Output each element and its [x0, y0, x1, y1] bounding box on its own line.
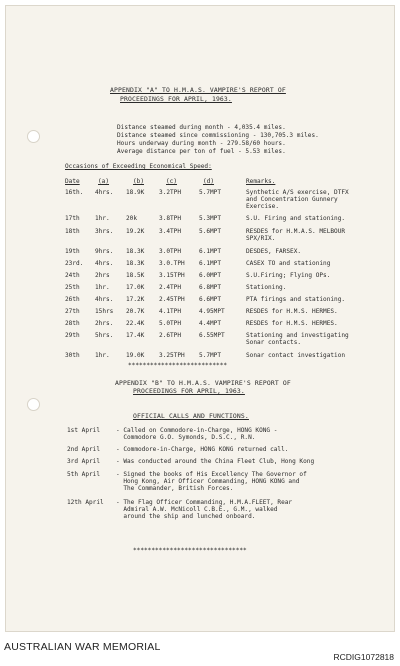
row-c: 3.8TPH [159, 215, 182, 222]
row-c: 2.6TPH [159, 332, 182, 339]
asterisk-divider: ******************************* [133, 547, 247, 554]
row-d: 4.4MPT [199, 320, 222, 327]
row-remark: Sonar contacts. [246, 339, 302, 346]
row-d: 6.55MPT [199, 332, 225, 339]
row-date: 29th [65, 332, 80, 339]
row-date: 28th [65, 320, 80, 327]
row-remark: Sonar contact investigation [246, 352, 346, 359]
row-d: 6.1MPT [199, 248, 222, 255]
row-d: 5.6MPT [199, 228, 222, 235]
entry-line: - Signed the books of His Excellency The Governor of [116, 471, 307, 478]
row-date: 17th [65, 215, 80, 222]
row-c: 3.15TPH [159, 272, 185, 279]
row-date: 26th [65, 296, 80, 303]
row-d: 5.7MPT [199, 352, 222, 359]
entry-date: 3rd April [67, 458, 101, 465]
row-d: 5.3MPT [199, 215, 222, 222]
row-remark: DESDES, FARSEX. [246, 248, 302, 255]
row-b: 18.5K [126, 272, 145, 279]
row-remark: Synthetic A/S exercise, DTFX [246, 189, 349, 196]
row-a: 4hrs. [95, 296, 114, 303]
punch-hole [27, 130, 40, 143]
row-d: 5.7MPT [199, 189, 222, 196]
stat-line: Distance steamed during month - 4,035.4 miles. [117, 124, 286, 131]
row-date: 16th. [65, 189, 84, 196]
col-header-b: (b) [133, 178, 145, 185]
row-c: 2.4TPH [159, 284, 182, 291]
appendix-b-title-line-2: PROCEEDINGS FOR APRIL, 1963. [133, 387, 245, 395]
col-header-date: Date [65, 178, 80, 185]
col-header-remarks: Remarks. [246, 178, 276, 185]
appendix-a-title-line-2: PROCEEDINGS FOR APRIL, 1963. [120, 95, 232, 103]
row-date: 23rd. [65, 260, 84, 267]
entry-line: Commodore G.O. Symonds, D.S.C., R.N. [116, 434, 256, 441]
row-date: 24th [65, 272, 80, 279]
row-remark: Stationing. [246, 284, 287, 291]
calls-heading: OFFICIAL CALLS AND FUNCTIONS. [133, 412, 249, 420]
row-a: 3hrs. [95, 228, 114, 235]
entry-line: - Commodore-in-Charge, HONG KONG returned call. [116, 446, 289, 453]
entry-date: 1st April [67, 427, 101, 434]
row-date: 30th [65, 352, 80, 359]
appendix-a-title-line-1: APPENDIX "A" TO H.M.A.S. VAMPIRE'S REPORT OF [110, 86, 286, 94]
row-c: 5.0TPH [159, 320, 182, 327]
entry-line: - Was conducted around the China Fleet Club, Hong Kong [116, 458, 315, 465]
entry-date: 12th April [67, 499, 104, 506]
row-b: 18.3K [126, 260, 145, 267]
row-b: 20.7K [126, 308, 145, 315]
row-a: 2hrs. [95, 320, 114, 327]
entry-line: around the ship and lunched onboard. [116, 513, 256, 520]
appendix-b-title-line-1: APPENDIX "B" TO H.M.A.S. VAMPIRE'S REPORT OF [115, 379, 291, 387]
reference-code: RCDIG1072818 [333, 652, 394, 662]
row-c: 2.45TPH [159, 296, 185, 303]
row-a: 1hr. [95, 215, 110, 222]
row-a: 2hrs [95, 272, 110, 279]
row-date: 27th [65, 308, 80, 315]
row-remark: and Concentration Gunnery [246, 196, 338, 203]
row-a: 15hrs [95, 308, 114, 315]
document-page [6, 6, 394, 631]
entry-date: 2nd April [67, 446, 101, 453]
row-date: 25th [65, 284, 80, 291]
row-c: 3.25TPH [159, 352, 185, 359]
row-d: 4.95MPT [199, 308, 225, 315]
row-a: 1hr. [95, 284, 110, 291]
row-a: 4hrs. [95, 260, 114, 267]
row-remark: PTA firings and stationing. [246, 296, 346, 303]
row-a: 9hrs. [95, 248, 114, 255]
row-remark: S.U. Firing and stationing. [246, 215, 346, 222]
row-c: 3.4TPH [159, 228, 182, 235]
row-remark: CASEX TO and stationing [246, 260, 331, 267]
row-remark: RESDES for H.M.A.S. MELBOUR [246, 228, 346, 235]
row-d: 6.1MPT [199, 260, 222, 267]
footer-bar [0, 636, 400, 666]
row-b: 19.0K [126, 352, 145, 359]
entry-line: - Called on Commodore-in-Charge, HONG KONG - [116, 427, 278, 434]
source-label: AUSTRALIAN WAR MEMORIAL [4, 641, 161, 653]
row-c: 4.1TPH [159, 308, 182, 315]
row-remark: SPX/RIX. [246, 235, 276, 242]
row-c: 3.2TPH [159, 189, 182, 196]
entry-line: - The Flag Officer Commanding, H.M.A.FLEET, Rear [116, 499, 293, 506]
row-remark: S.U.Firing; Flying OPs. [246, 272, 331, 279]
row-d: 6.6MPT [199, 296, 222, 303]
entry-line: The Commander, British Forces. [116, 485, 234, 492]
row-a: 5hrs. [95, 332, 114, 339]
row-date: 19th [65, 248, 80, 255]
row-remark: RESDES for H.M.S. HERMES. [246, 320, 338, 327]
entry-line: Hong Kong, Air Officer Commanding, HONG KONG and [116, 478, 300, 485]
stat-line: Distance steamed since commissioning - 130,705.3 miles. [117, 132, 319, 139]
stat-line: Average distance per ton of fuel - 5.53 miles. [117, 148, 286, 155]
row-b: 17.2K [126, 296, 145, 303]
col-header-d: (d) [203, 178, 215, 185]
row-remark: Stationing and investigating [246, 332, 349, 339]
row-a: 1hr. [95, 352, 110, 359]
col-header-c: (c) [166, 178, 178, 185]
row-b: 18.9K [126, 189, 145, 196]
asterisk-divider: *************************** [128, 362, 228, 369]
speed-heading: Occasions of Exceeding Economical Speed: [65, 163, 212, 170]
row-remark: RESDES for H.M.S. HERMES. [246, 308, 338, 315]
row-b: 20k [126, 215, 138, 222]
row-a: 4hrs. [95, 189, 114, 196]
row-b: 17.0K [126, 284, 145, 291]
row-b: 19.2K [126, 228, 145, 235]
row-b: 18.3K [126, 248, 145, 255]
row-b: 17.4K [126, 332, 145, 339]
row-remark: Exercise. [246, 203, 280, 210]
entry-line: Admiral A.W. McNicoll C.B.E., G.M., walked [116, 506, 278, 513]
stat-line: Hours underway during month - 279.58/60 hours. [117, 140, 286, 147]
entry-date: 5th April [67, 471, 101, 478]
row-b: 22.4K [126, 320, 145, 327]
col-header-a: (a) [98, 178, 110, 185]
row-d: 6.0MPT [199, 272, 222, 279]
row-c: 3.0.TPH [159, 260, 185, 267]
row-c: 3.0TPH [159, 248, 182, 255]
row-d: 6.8MPT [199, 284, 222, 291]
row-date: 18th [65, 228, 80, 235]
punch-hole [27, 398, 40, 411]
